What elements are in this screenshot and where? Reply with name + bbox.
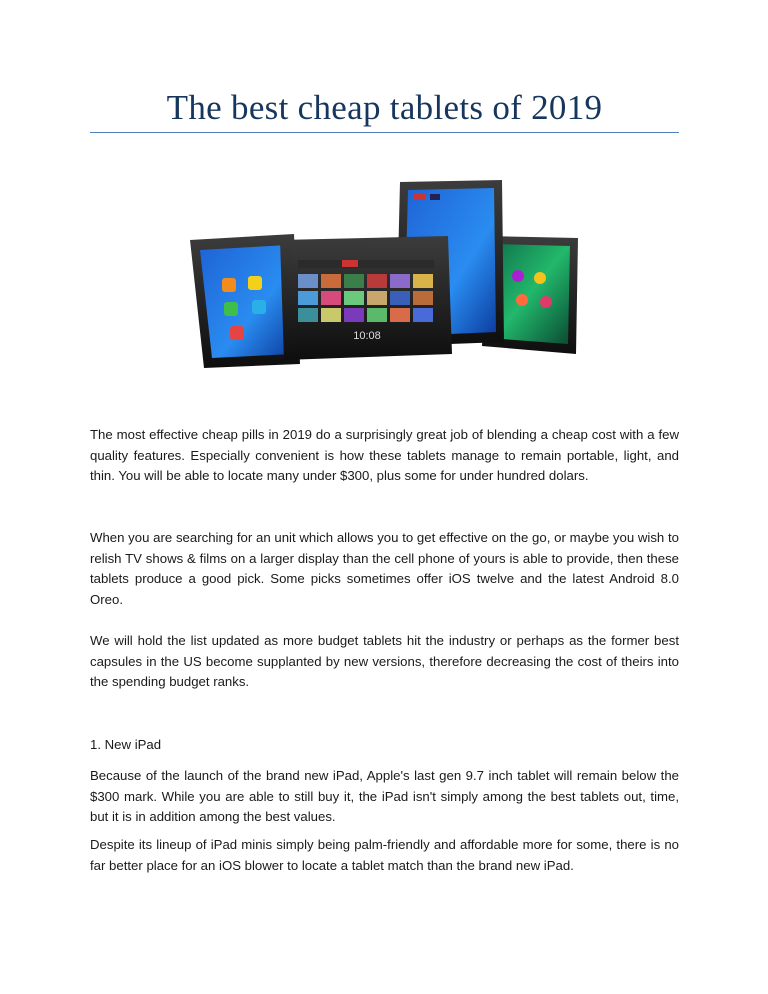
paragraph-ipad-launch: Because of the launch of the brand new iPad, Apple's last gen 9.7 inch tablet will remain below the $300 mark. While you are able to still buy it, the iPad isn't simply among the best tablets out, time, but it is in addition among the best values. — [90, 768, 679, 824]
paragraph-intro: The most effective cheap pills in 2019 do a surprisingly great job of blending a cheap cost with a few quality features. Especially convenient is how these tablets manage to remain portable, light, and thin. You will be able to locate many under $300, plus some for under hundred dolars. — [90, 427, 679, 483]
title-underline — [90, 132, 679, 133]
tablet-clock-text: 10:08 — [353, 330, 381, 342]
tablets-hero-image — [186, 178, 582, 374]
document-title: The best cheap tablets of 2019 — [166, 88, 603, 127]
paragraph-ipad-minis: Despite its lineup of iPad minis simply being palm-friendly and affordable more for some, there is no far better place for an iOS blower to locate a tablet match than the brand new iPad. — [90, 837, 679, 873]
paragraph-list-updates: We will hold the list updated as more budget tablets hit the industry or perhaps as the former best capsules in the US become supplanted by new versions, therefore decreasing the cost of theirs into the spending budget ranks. — [90, 633, 679, 689]
section-heading-new-ipad: 1. New iPad — [90, 737, 162, 752]
paragraph-on-the-go: When you are searching for an unit which allows you to get effective on the go, or maybe you wish to relish TV shows & films on a larger display than the cell phone of yours is able to provide, then these tablets produce a good pick. Some picks sometimes offer iOS twelve and the latest Android 8.0 Oreo. — [90, 530, 679, 607]
tablet-media-gallery — [280, 236, 452, 360]
